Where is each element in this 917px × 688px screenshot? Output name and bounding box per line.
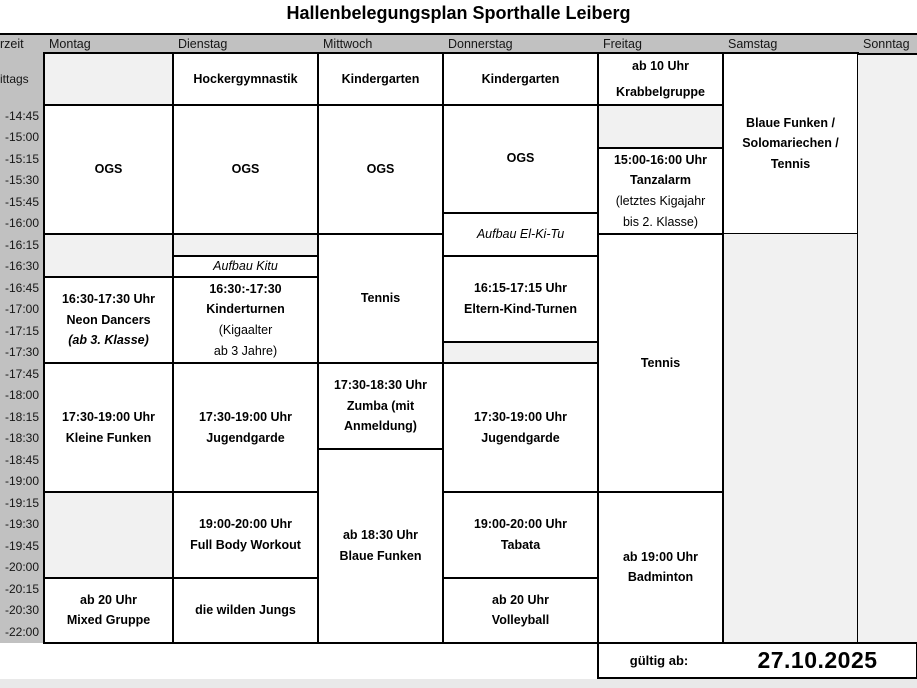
- event-fr-tennis: [597, 233, 724, 493]
- time-label: -19:00: [0, 471, 44, 493]
- event-line: Hockergymnastik: [193, 71, 298, 86]
- event-line: OGS: [94, 162, 123, 177]
- valid-from-date: 27.10.2025: [757, 646, 878, 673]
- event-mi-ogs: [317, 104, 444, 235]
- event-line: die wilden Jungs: [195, 602, 296, 617]
- empty-slot: [858, 53, 917, 643]
- event-fr-badminton: [597, 491, 724, 644]
- time-label: -20:15: [0, 578, 44, 600]
- day-header-sonntag: Sonntag: [858, 33, 917, 53]
- valid-from-label: gültig ab:: [629, 652, 689, 668]
- event-line: Badminton: [627, 570, 694, 585]
- event-do-aufbau-elkitu: [442, 212, 599, 257]
- event-line: Tabata: [500, 538, 541, 552]
- event-line: OGS: [366, 162, 395, 177]
- event-line: Anmeldung): [344, 419, 417, 434]
- event-line: Kinderturnen: [206, 302, 285, 317]
- event-line: 19:00-20:00 Uhr: [198, 517, 293, 532]
- event-line: 17:30-19:00 Uhr: [473, 409, 568, 424]
- event-mo-mixed-gruppe: [43, 577, 174, 644]
- event-do-tabata: [442, 491, 599, 579]
- event-line: 16:30:-17:30: [209, 281, 282, 296]
- time-label: -18:00: [0, 385, 44, 407]
- event-di-aufbau-kitu: [172, 255, 319, 279]
- event-line: Aufbau El-Ki-Tu: [476, 226, 565, 241]
- event-line: ab 20 Uhr: [80, 592, 137, 607]
- day-header-donnerstag: Donnerstag: [443, 33, 598, 53]
- empty-slot: [722, 234, 858, 643]
- event-di-full-body-workout: [172, 491, 319, 579]
- event-line: ab 18:30 Uhr: [342, 528, 419, 543]
- time-label: -15:15: [0, 148, 44, 170]
- event-line: Jugendgarde: [481, 430, 560, 445]
- event-do-eltern-kind-turnen: [442, 255, 599, 343]
- time-label: -22:00: [0, 621, 44, 643]
- event-line: (letztes Kigajahr: [615, 194, 706, 208]
- event-line: ab 10 Uhr: [632, 58, 689, 73]
- empty-slot: [43, 52, 174, 106]
- event-line: Kleine Funken: [65, 430, 152, 445]
- time-label: -14:45: [0, 105, 44, 127]
- event-line: Tennis: [770, 156, 811, 171]
- event-line: Solomariechen /: [742, 136, 839, 151]
- valid-from-box: [597, 642, 917, 679]
- schedule-table: [0, 33, 917, 678]
- header-uhrzeit: rzeit: [0, 33, 44, 53]
- time-label: -17:15: [0, 320, 44, 342]
- event-do-ogs: [442, 104, 599, 214]
- event-line: 17:30-19:00 Uhr: [61, 409, 156, 424]
- event-di-ogs: [172, 104, 319, 235]
- event-do-volleyball: [442, 577, 599, 644]
- time-label: -19:15: [0, 492, 44, 514]
- time-label: -16:00: [0, 213, 44, 235]
- time-label: -15:30: [0, 170, 44, 192]
- event-mi-tennis: [317, 233, 444, 364]
- event-line: ab 20 Uhr: [492, 592, 549, 607]
- event-line: OGS: [231, 162, 260, 177]
- event-line: Full Body Workout: [190, 538, 301, 552]
- event-fr-krabbelgruppe: [597, 52, 724, 106]
- time-label: -19:45: [0, 535, 44, 557]
- event-line: Tanzalarm: [630, 173, 691, 188]
- event-line: Zumba (mit: [346, 398, 415, 413]
- time-label: -18:45: [0, 449, 44, 471]
- event-fr-tanzalarm: [597, 147, 724, 235]
- event-line: 17:30-19:00 Uhr: [198, 409, 293, 424]
- event-line: Krabbelgruppe: [616, 85, 705, 99]
- time-label: -18:30: [0, 428, 44, 450]
- event-do-jugendgarde: [442, 362, 599, 493]
- event-do-kindergarten: [442, 52, 599, 106]
- event-line: Volleyball: [491, 613, 550, 628]
- time-label: -16:45: [0, 277, 44, 299]
- event-line: Jugendgarde: [206, 430, 285, 445]
- event-mo-ogs: [43, 104, 174, 235]
- event-line: Kindergarten: [341, 71, 420, 86]
- event-di-kinderturnen: [172, 276, 319, 364]
- time-label: -17:00: [0, 299, 44, 321]
- event-line: Eltern-Kind-Turnen: [464, 301, 577, 316]
- event-line: (ab 3. Klasse): [68, 333, 149, 348]
- day-header-samstag: Samstag: [723, 33, 858, 53]
- time-label: -20:30: [0, 600, 44, 622]
- event-line: Blaue Funken /: [746, 115, 835, 130]
- time-label: -15:45: [0, 191, 44, 213]
- event-di-wilde-jungs: [172, 577, 319, 644]
- time-label: -15:00: [0, 127, 44, 149]
- event-line: (Kigaalter: [218, 323, 273, 337]
- time-label: -16:15: [0, 234, 44, 256]
- event-line: Neon Dancers: [66, 312, 151, 327]
- event-line: 17:30-18:30 Uhr: [333, 378, 428, 393]
- event-line: Aufbau Kitu: [213, 258, 278, 273]
- event-line: Mixed Gruppe: [66, 613, 151, 628]
- time-label-mittags: ittags: [0, 53, 44, 105]
- event-line: 16:30-17:30 Uhr: [61, 292, 156, 307]
- event-mo-kleine-funken: [43, 362, 174, 493]
- day-header-dienstag: Dienstag: [173, 33, 318, 53]
- event-line: Tennis: [640, 355, 681, 370]
- event-mi-zumba: [317, 362, 444, 450]
- page-title: Hallenbelegungsplan Sporthalle Leiberg: [286, 3, 631, 23]
- event-sa-blaue-funken-solomariechen-tennis: [722, 52, 859, 235]
- event-mi-kindergarten: [317, 52, 444, 106]
- time-label: -19:30: [0, 514, 44, 536]
- day-header-mittwoch: Mittwoch: [318, 33, 443, 53]
- event-line: 19:00-20:00 Uhr: [473, 517, 568, 532]
- time-label: -18:15: [0, 406, 44, 428]
- time-label: -17:45: [0, 363, 44, 385]
- event-line: Blaue Funken: [339, 548, 422, 563]
- empty-slot: [442, 341, 599, 365]
- empty-slot: [172, 233, 319, 257]
- event-line: bis 2. Klasse): [622, 214, 699, 229]
- event-line: Tennis: [360, 291, 401, 306]
- event-line: ab 3 Jahre): [213, 343, 278, 358]
- empty-slot: [597, 104, 724, 149]
- time-label: -16:30: [0, 256, 44, 278]
- event-mo-neon-dancers: [43, 276, 174, 364]
- event-di-hockergymnastik: [172, 52, 319, 106]
- time-label: -20:00: [0, 557, 44, 579]
- event-line: 16:15-17:15 Uhr: [473, 280, 568, 295]
- event-line: 15:00-16:00 Uhr: [613, 152, 708, 167]
- event-di-jugendgarde: [172, 362, 319, 493]
- day-header-montag: Montag: [44, 33, 173, 53]
- event-line: OGS: [506, 151, 535, 166]
- event-mi-blaue-funken: [317, 448, 444, 644]
- event-line: Kindergarten: [481, 71, 560, 86]
- time-label: -17:30: [0, 342, 44, 364]
- empty-slot: [43, 233, 174, 278]
- event-line: ab 19:00 Uhr: [622, 549, 699, 564]
- empty-slot: [43, 491, 174, 579]
- page-bottom-strip: [0, 679, 917, 688]
- day-header-freitag: Freitag: [598, 33, 723, 53]
